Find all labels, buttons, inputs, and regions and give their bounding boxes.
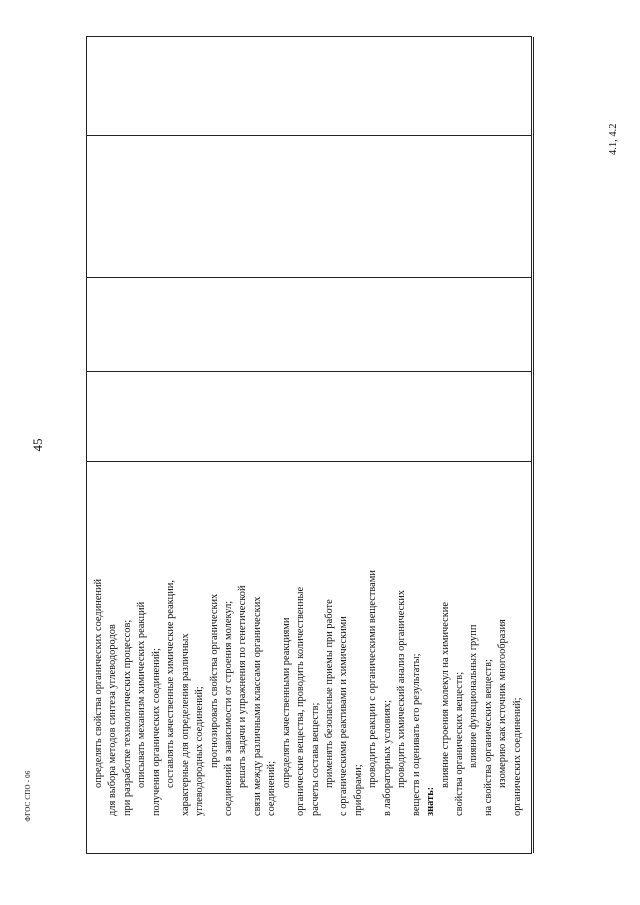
text-line: свойства органических веществ; (453, 671, 465, 816)
table-divider (533, 37, 534, 853)
text-line: изомерию как источник многообразия (497, 619, 509, 788)
text-line: связи между различными классами органических (251, 596, 263, 816)
text-line: определять качественными реакциями (280, 617, 292, 788)
competency-table (86, 36, 619, 854)
text-line: описывать механизм химических реакций (136, 601, 148, 788)
page-number: 45 (30, 438, 45, 452)
text-line: веществ и оценивать его результаты; (410, 653, 422, 816)
text-line: соединений в зависимости от строения молекул; (222, 600, 234, 816)
text-line: проводить реакции с органическими веществами (367, 570, 379, 788)
text-line: проводить химический анализ органических (396, 590, 408, 788)
text-line: определять свойства органических соединений (93, 578, 104, 788)
text-line: применять безопасные приемы при работе (324, 599, 335, 788)
text-line: углеводородных соединений; (194, 686, 206, 816)
text-line: составлять качественные химические реакции, (165, 580, 177, 788)
text-line: расчеты состава веществ; (309, 702, 321, 816)
text-line: получения органических соединений; (150, 648, 162, 816)
text-line: решать задачи и упражнения по генетической (237, 585, 249, 788)
text-line: на свойства органических веществ; (482, 659, 494, 816)
text-line: прогнозировать свойства органических (208, 593, 220, 768)
text-line: органические вещества, проводить количественные (295, 586, 307, 816)
text-line: влияние строения молекул на химические (439, 602, 451, 788)
text-line: соединений; (266, 761, 278, 816)
text-line: при разработке технологических процессов; (121, 619, 133, 816)
skills-text-cell (92, 6, 526, 816)
table-divider (531, 461, 532, 853)
footer-code: ФГОС СПО - 06 (24, 770, 32, 822)
text-line: приборами; (352, 764, 364, 816)
text-line: характерные для определения различных (179, 633, 191, 816)
text-line: в лабораторных условиях; (381, 700, 393, 816)
text-line: с органическими реактивами и химическими (338, 616, 350, 816)
text-line: для выбора методов синтеза углеводородов (107, 624, 119, 816)
text-line: знать: (425, 786, 437, 816)
competency-reference: 4.1, 4.2 (608, 123, 619, 155)
text-line: органических соединений; (511, 697, 523, 816)
text-line: влияние функциональных групп (468, 624, 480, 768)
